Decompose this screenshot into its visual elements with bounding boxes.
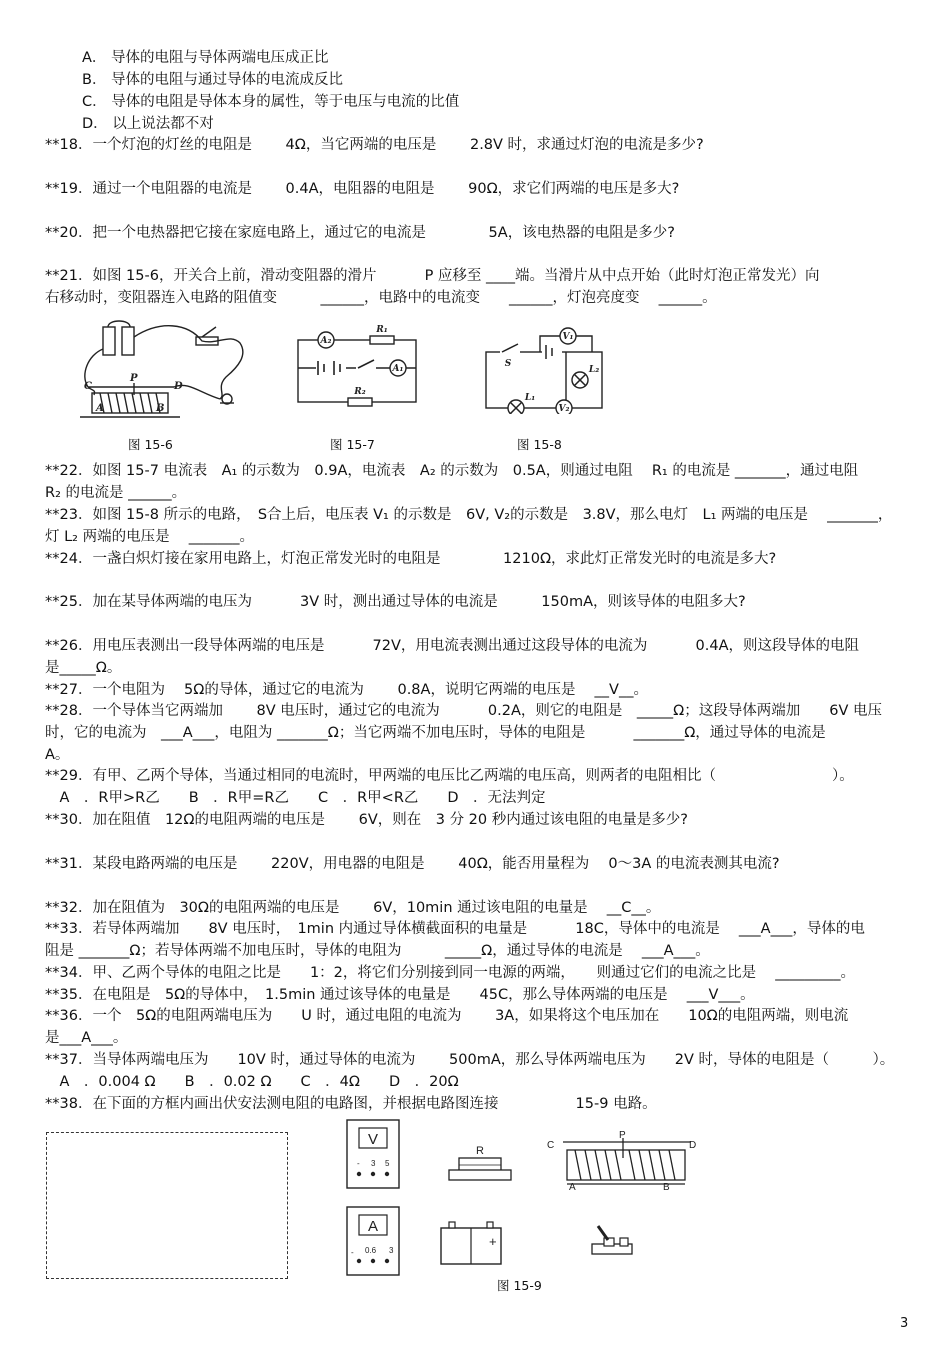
caption-15-9: 图 15-9 — [497, 1278, 542, 1293]
voltmeter-component — [345, 1118, 401, 1190]
option-d: D． 以上说法都不对 — [82, 116, 214, 132]
question-36-cont: 是___A___。 — [45, 1030, 128, 1046]
label-a: A — [96, 403, 104, 414]
label-a1: A₁ — [392, 364, 404, 374]
label-b: B — [156, 403, 165, 414]
question-23: **23．如图 15-8 所示的电路， S合上后，电压表 V₁ 的示数是 6V, V₂的示数是 3.8V，那么电灯 L₁ 两端的电压是 _______， — [45, 507, 893, 523]
resistor-label: R — [476, 1145, 484, 1157]
question-21: **21．如图 15-6，开关合上前，滑动变阻器的滑片 P 应移至 ____端。当滑片从中点开始（此时灯泡正常发光）向 — [45, 268, 820, 284]
caption-15-7: 图 15-7 — [330, 437, 375, 452]
figure-15-8 — [480, 322, 610, 414]
label-r2: R₂ — [354, 387, 366, 397]
question-26: **26．用电压表测出一段导体两端的电压是 72V，用电流表测出通过这段导体的电流为 0.4A，则这段导体的电阻 — [45, 638, 860, 654]
question-33-cont: 阻是 _______Ω；若导体两端不加电压时，导体的电阻为 _____Ω，通过导体的电流是 ___A___。 — [45, 943, 710, 959]
rheostat-label-a: A — [569, 1182, 576, 1192]
page-number: 3 — [900, 1316, 909, 1331]
rheostat-component — [545, 1128, 697, 1192]
caption-15-6: 图 15-6 — [128, 437, 173, 452]
question-38: **38．在下面的方框内画出伏安法测电阻的电路图，并根据电路图连接 15-9 电路。 — [45, 1096, 657, 1112]
question-33: **33．若导体两端加 8V 电压时， 1min 内通过导体横截面积的电量是 18C，导体中的电流是 ___A___，导体的电 — [45, 921, 865, 937]
question-37-options: A ．0.004 Ω B ．0.02 Ω C ．4Ω D ．20Ω — [45, 1074, 459, 1090]
ammeter-06: 0.6 — [365, 1246, 377, 1255]
question-24: **24．一盏白炽灯接在家用电路上，灯泡正常发光时的电阻是 1210Ω，求此灯正常发光时的电流是多大? — [45, 551, 777, 567]
rheostat-label-p: P — [619, 1130, 626, 1141]
voltmeter-neg: - — [357, 1159, 360, 1168]
question-37: **37．当导体两端电压为 10V 时，通过导体的电流为 500mA，那么导体两端电压为 2V 时，导体的电阻是（ ）。 — [45, 1052, 895, 1068]
option-a: A． 导体的电阻与导体两端电压成正比 — [82, 50, 329, 66]
switch-component — [588, 1222, 638, 1258]
option-c: C． 导体的电阻是导体本身的属性，等于电压与电流的比值 — [82, 94, 460, 110]
question-36: **36．一个 5Ω的电阻两端电压为 U 时，通过电阻的电流为 3A，如果将这个电压加在 10Ω的电阻两端，则电流 — [45, 1008, 849, 1024]
question-19: **19．通过一个电阻器的电流是 0.4A，电阻器的电阻是 90Ω，求它们两端的电压是多大? — [45, 181, 680, 197]
ammeter-neg: - — [351, 1248, 354, 1257]
label-c: C — [84, 381, 92, 392]
question-21-cont: 右移动时，变阻器连入电路的阻值变 ______，电路中的电流变 ______，灯泡亮度变 ______。 — [45, 290, 717, 306]
voltmeter-v-label: V — [367, 1131, 379, 1148]
question-34: **34．甲、乙两个导体的电阻之比是 1：2，将它们分别接到同一电源的两端， 则通过它们的电流之比是 _________。 — [45, 965, 856, 981]
battery-component — [437, 1218, 505, 1268]
rheostat-label-c: C — [547, 1140, 555, 1151]
label-a2: A₂ — [320, 336, 332, 346]
question-25: **25．加在某导体两端的电压为 3V 时，测出通过导体的电流是 150mA，则该导体的电阻多大? — [45, 594, 746, 610]
question-28-cont2: A。 — [45, 747, 70, 763]
caption-15-8: 图 15-8 — [517, 437, 562, 452]
question-20: **20．把一个电热器把它接在家庭电路上，通过它的电流是 5A，该电热器的电阻是多少? — [45, 225, 675, 241]
question-30: **30．加在阻值 12Ω的电阻两端的电压是 6V，则在 3 分 20 秒内通过该电阻的电量是多少? — [45, 812, 688, 828]
question-29-options: A ．R甲>R乙 B ．R甲=R乙 C ．R甲<R乙 D ．无法判定 — [45, 790, 546, 806]
question-23-cont: 灯 L₂ 两端的电压是 _______。 — [45, 529, 254, 545]
rheostat-label-d: D — [689, 1140, 697, 1151]
ammeter-component — [345, 1205, 401, 1277]
label-d: D — [174, 381, 183, 392]
resistor-component — [445, 1140, 515, 1184]
rheostat-label-b: B — [663, 1182, 670, 1192]
label-l1: L₁ — [524, 393, 536, 403]
question-28: **28．一个导体当它两端加 8V 电压时，通过它的电流为 0.2A，则它的电阻是 _____Ω；这段导体两端加 6V 电压 — [45, 703, 882, 719]
label-l2: L₂ — [588, 365, 600, 375]
question-28-cont: 时，它的电流为 ___A___，电阻为 _______Ω；当它两端不加电压时，导体的电阻是 _______Ω，通过导体的电流是 — [45, 725, 826, 741]
drawing-answer-box[interactable] — [46, 1132, 288, 1279]
question-22: **22．如图 15-7 电流表 A₁ 的示数为 0.9A，电流表 A₂ 的示数为 0.5A，则通过电阻 R₁ 的电流是 _______，通过电阻 — [45, 463, 859, 479]
question-31: **31．某段电路两端的电压是 220V，用电器的电阻是 40Ω，能否用量程为 0～3A 的电流表测其电流? — [45, 856, 780, 872]
label-p: P — [130, 373, 138, 384]
label-r1: R₁ — [376, 325, 388, 335]
label-v2: V₂ — [558, 404, 570, 414]
option-b: B． 导体的电阻与通过导体的电流成反比 — [82, 72, 344, 88]
label-v1: V₁ — [562, 332, 574, 342]
question-35: **35．在电阻是 5Ω的导体中， 1.5min 通过该导体的电量是 45C，那么导体两端的电压是 ___V___。 — [45, 987, 755, 1003]
question-29: **29．有甲、乙两个导体，当通过相同的电流时，甲两端的电压比乙两端的电压高，则两者的电阻相比（ ）。 — [45, 768, 854, 784]
question-32: **32．加在阻值为 30Ω的电阻两端的电压是 6V，10min 通过该电阻的电量是 __C__。 — [45, 900, 661, 916]
question-22-cont: R₂ 的电流是 ______。 — [45, 485, 187, 501]
voltmeter-3: 3 — [371, 1159, 376, 1168]
question-18: **18．一个灯泡的灯丝的电阻是 4Ω，当它两端的电压是 2.8V 时，求通过灯泡的电流是多少? — [45, 137, 704, 153]
ammeter-3: 3 — [389, 1246, 394, 1255]
figure-15-7 — [290, 320, 420, 410]
label-s: S — [504, 359, 512, 369]
question-27: **27．一个电阻为 5Ω的导体，通过它的电流为 0.8A，说明它两端的电压是 __V__。 — [45, 682, 648, 698]
ammeter-a-label: A — [367, 1218, 379, 1235]
voltmeter-5: 5 — [385, 1159, 390, 1168]
battery-plus: + — [489, 1234, 497, 1249]
figure-15-6 — [70, 315, 260, 430]
question-26-cont: 是_____Ω。 — [45, 660, 122, 676]
